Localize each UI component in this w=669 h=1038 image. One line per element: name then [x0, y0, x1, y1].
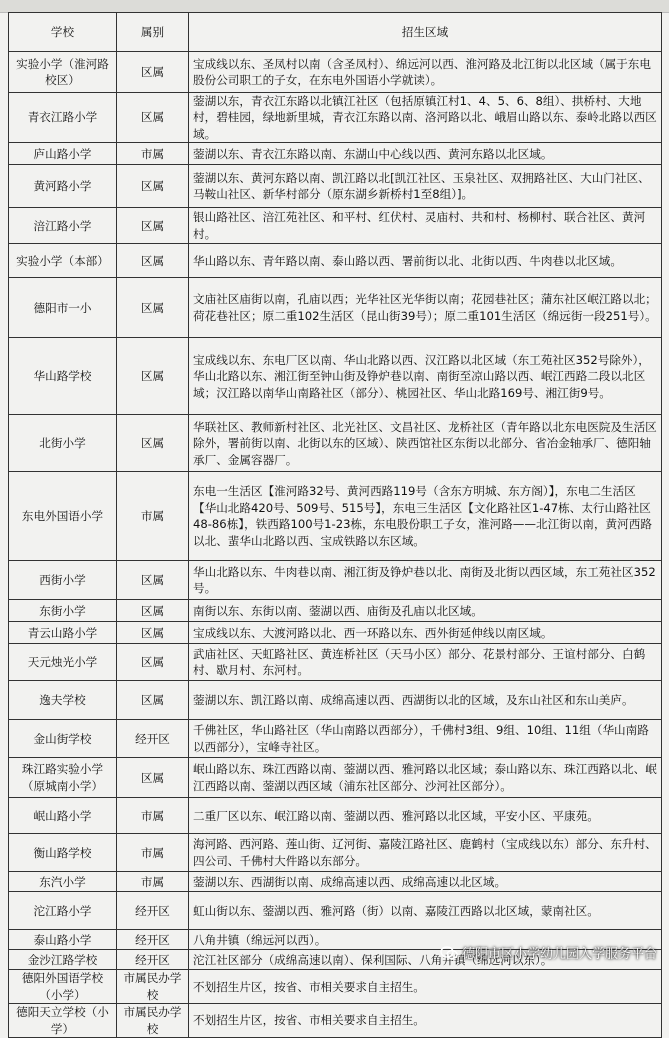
type-cell: 市属: [117, 798, 189, 834]
type-cell: 市属民办学校: [117, 970, 189, 1004]
area-cell: 文庙社区庙街以南，孔庙以西；光华社区光华街以南；花园巷社区；蒲东社区岷江路以北；荷花巷社区；原二重102生活区（昆山街39号）；原二重101生活区（绵远街一段251号）。: [189, 278, 662, 338]
area-cell: 蓥湖以东，青衣江东路以北镇江社区（包括原镇江村1、4、5、6、8组）、拱桥村、大地村，碧桂园，绿地新里城，青衣江东路以南、洛河路以北、峨眉山路以东、泰岭北路以西区域。: [189, 93, 662, 143]
school-cell: 沱江路小学: [9, 892, 117, 930]
table-row: [9, 208, 662, 244]
table-row: [9, 143, 662, 165]
enrollment-zone-table: [8, 12, 662, 1038]
school-cell: 金山街学校: [9, 720, 117, 758]
type-cell: 经开区: [117, 950, 189, 970]
type-cell: 区属: [117, 561, 189, 600]
table-row: [9, 872, 662, 892]
table-row: [9, 415, 662, 472]
type-cell: 区属: [117, 600, 189, 622]
type-cell: 市属: [117, 834, 189, 872]
area-cell: 华联社区、教师新村社区、北光社区、文昌社区、龙桥社区（青年路以北东电医院及生活区除外，署前街以南、北街以东的区域）、陕西馆社区东街以北部分、省冶金轴承厂、德阳轴承厂、金属容器厂。: [189, 415, 662, 472]
school-cell: 北街小学: [9, 415, 117, 472]
school-cell: 庐山路小学: [9, 143, 117, 165]
type-cell: 区属: [117, 681, 189, 720]
type-cell: 区属: [117, 52, 189, 93]
type-cell: 区属: [117, 208, 189, 244]
table-header-row: [9, 13, 662, 52]
school-cell: 涪江路小学: [9, 208, 117, 244]
area-cell: 蓥湖以东、西湖街以南、成绵高速以西、成绵高速以北区域。: [189, 872, 662, 892]
header-type: 属别: [117, 13, 189, 52]
area-cell: 宝成线以东、圣凤村以南（含圣凤村）、绵远河以西、淮河路及北江街以北区域（属于东电股份公司职工的子女，在东电外国语小学就读）。: [189, 52, 662, 93]
school-cell: 衡山路学校: [9, 834, 117, 872]
area-cell: 宝成线以东、大渡河路以北、西一环路以东、西外街延伸线以南区域。: [189, 622, 662, 644]
table-row: [9, 758, 662, 798]
area-cell: 岷山路以东、珠江西路以南、蓥湖以西、雅河路以北区域；泰山路以东、珠江西路以北、岷江西路以南、蓥湖以西区域（浦东社区部分、沙河社区部分）。: [189, 758, 662, 798]
table-row: [9, 165, 662, 208]
school-cell: 岷山路小学: [9, 798, 117, 834]
table-row: [9, 561, 662, 600]
table-row: [9, 834, 662, 872]
school-cell: 泰山路小学: [9, 930, 117, 950]
type-cell: 经开区: [117, 720, 189, 758]
type-cell: 区属: [117, 93, 189, 143]
table-row: [9, 892, 662, 930]
area-cell: 蓥湖以东、凯江路以南、成绵高速以西、西湖街以北的区域，及东山社区和东山美庐。: [189, 681, 662, 720]
table-row: [9, 1004, 662, 1038]
area-cell: 蓥湖以东、黄河东路以南、凯江路以北[凯江社区、玉泉社区、双拥路社区、大山门社区、马鞍山社区、新华村部分（原东湖乡新桥村1至8组）]。: [189, 165, 662, 208]
type-cell: 区属: [117, 244, 189, 278]
table-row: [9, 52, 662, 93]
area-cell: 二重厂区以东、岷江路以南、蓥湖以西、雅河路以北区域，平安小区、平康苑。: [189, 798, 662, 834]
school-cell: 西街小学: [9, 561, 117, 600]
table-row: [9, 622, 662, 644]
table-row: [9, 681, 662, 720]
wechat-icon: [440, 946, 458, 960]
header-school: 学校: [9, 13, 117, 52]
table-row: [9, 798, 662, 834]
school-cell: 华山路学校: [9, 338, 117, 415]
school-cell: 东汽小学: [9, 872, 117, 892]
school-cell: 东街小学: [9, 600, 117, 622]
table-row: [9, 278, 662, 338]
school-cell: 天元烛光小学: [9, 644, 117, 681]
area-cell: 不划招生片区，按省、市相关要求自主招生。: [189, 1004, 662, 1038]
area-cell: 华山北路以东、牛肉巷以南、湘江街及铮炉巷以北、南街及北街以西区域，东工苑社区352号。: [189, 561, 662, 600]
school-cell: 逸夫学校: [9, 681, 117, 720]
area-cell: 不划招生片区，按省、市相关要求自主招生。: [189, 970, 662, 1004]
area-cell: 沱江社区部分（成绵高速以南）、保利国际、八角井镇（绵远河以东）。: [189, 950, 662, 970]
school-cell: 青衣江路小学: [9, 93, 117, 143]
area-cell: 东电一生活区【淮河路32号、黄河西路119号（含东方明城、东方阁）】，东电二生活区【华山北路420号、509号、515号】，东电三生活区【文化路社区1-47栋、太行山路社区48-86栋】，铁西路100号1-23栋，东电股份职工子女，淮河路——北江街以南，黄河西路以北、蜚华山北路以西、宝成铁路以东区域。: [189, 472, 662, 561]
table-row: [9, 472, 662, 561]
type-cell: 经开区: [117, 892, 189, 930]
school-cell: 金沙江路学校: [9, 950, 117, 970]
school-cell: 实验小学（淮河路校区）: [9, 52, 117, 93]
type-cell: 区属: [117, 622, 189, 644]
school-cell: 黄河路小学: [9, 165, 117, 208]
watermark: [440, 943, 657, 962]
type-cell: 区属: [117, 758, 189, 798]
area-cell: 华山路以东、青年路以南、泰山路以西、署前街以北、北街以西、牛肉巷以北区域。: [189, 244, 662, 278]
type-cell: 经开区: [117, 930, 189, 950]
area-cell: 千佛社区，华山路社区（华山南路以西部分），千佛村3组、9组、10组、11组（华山南路以西部分），宝峰寺社区。: [189, 720, 662, 758]
header-area: 招生区域: [189, 13, 662, 52]
table-row: [9, 93, 662, 143]
type-cell: 区属: [117, 338, 189, 415]
table-row: [9, 970, 662, 1004]
type-cell: 区属: [117, 165, 189, 208]
area-cell: 海河路、西河路、莲山街、辽河街、嘉陵江路社区、鹿鹤村（宝成线以东）部分、东升村、四公司、千佛村大件路以东部分。: [189, 834, 662, 872]
area-cell: 银山路社区、涪江苑社区、和平村、红伏村、灵庙村、共和村、杨柳村、联合社区、黄河村。: [189, 208, 662, 244]
school-cell: 德阳外国语学校（小学）: [9, 970, 117, 1004]
table-row: [9, 600, 662, 622]
type-cell: 市属民办学校: [117, 1004, 189, 1038]
area-cell: 蓥湖以东、青衣江东路以南、东湖山中心线以西、黄河东路以北区域。: [189, 143, 662, 165]
area-cell: 八角井镇（绵远河以西）。: [189, 930, 662, 950]
type-cell: 市属: [117, 472, 189, 561]
school-cell: 珠江路实验小学（原城南小学）: [9, 758, 117, 798]
area-cell: 南街以东、东街以南、蓥湖以西、庙街及孔庙以北区域。: [189, 600, 662, 622]
table-row: [9, 644, 662, 681]
watermark-text: 德阳市区小学幼儿园入学服务平台: [461, 947, 657, 962]
school-cell: 青云山路小学: [9, 622, 117, 644]
type-cell: 区属: [117, 415, 189, 472]
table-row: [9, 244, 662, 278]
type-cell: 市属: [117, 872, 189, 892]
type-cell: 市属: [117, 143, 189, 165]
school-cell: 德阳天立学校（小学）: [9, 1004, 117, 1038]
type-cell: 区属: [117, 644, 189, 681]
school-cell: 德阳市一小: [9, 278, 117, 338]
type-cell: 区属: [117, 278, 189, 338]
school-cell: 实验小学（本部）: [9, 244, 117, 278]
area-cell: 宝成线以东、东电厂区以南、华山北路以西、汉江路以北区域（东工苑社区352号除外），华山北路以东、湘江街至钟山街及铮炉巷以南、南街至凉山路以西、岷江西路二段以北区域；汉江路以南华山南路社区（部分）、桃园社区、华山北路169号、湘江街9号。: [189, 338, 662, 415]
area-cell: 武庙社区、天虹路社区、黄连桥社区（天马小区）部分、花景村部分、王谊村部分、白鹤村、歇月村、东河村。: [189, 644, 662, 681]
table-row: [9, 338, 662, 415]
school-cell: 东电外国语小学: [9, 472, 117, 561]
area-cell: 虹山街以东、蓥湖以西、雅河路（街）以南、嘉陵江西路以北区域，蒙南社区。: [189, 892, 662, 930]
table-row: [9, 720, 662, 758]
